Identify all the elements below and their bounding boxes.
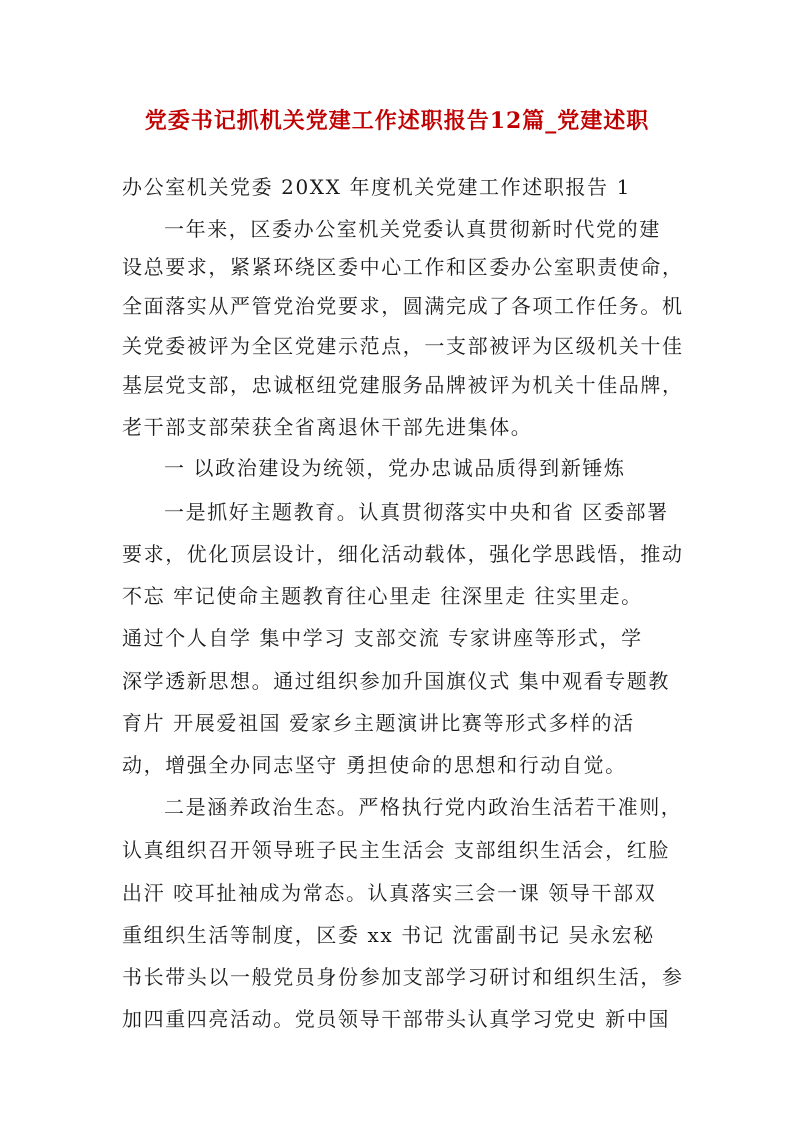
paragraph-line: 书长带头以一般党员身份参加支部学习研讨和组织生活，参 bbox=[122, 965, 684, 989]
paragraph-line: 重组织生活等制度，区委 xx 书记 沈雷副书记 吴永宏秘 bbox=[122, 923, 655, 947]
paragraph-line: 育片 开展爱祖国 爱家乡主题演讲比赛等形式多样的活 bbox=[122, 711, 635, 735]
paragraph-line: 要求，优化顶层设计，细化活动载体，强化学思践悟，推动 bbox=[122, 542, 684, 566]
paragraph-line: 设总要求，紧紧环绕区委中心工作和区委办公室职责使命， bbox=[122, 255, 684, 279]
paragraph-line: 深学透新思想。通过组织参加升国旗仪式 集中观看专题教 bbox=[122, 669, 670, 693]
document-title: 党委书记抓机关党建工作述职报告12篇_党建述职 bbox=[144, 108, 650, 134]
paragraph-line: 一是抓好主题教育。认真贯彻落实中央和省 区委部署 bbox=[164, 500, 669, 524]
paragraph-line: 老干部支部荣获全省离退休干部先进集体。 bbox=[122, 415, 533, 439]
paragraph-line: 动，增强全办同志坚守 勇担使命的思想和行动自觉。 bbox=[122, 753, 627, 777]
paragraph-line: 关党委被评为全区党建示范点，一支部被评为区级机关十佳 bbox=[122, 334, 684, 358]
paragraph-line: 加四重四亮活动。党员领导干部带头认真学习党史 新中国 bbox=[122, 1007, 670, 1031]
section-heading: 一 以政治建设为统领，党办忠诚品质得到新锤炼 bbox=[164, 456, 626, 480]
paragraph-line: 全面落实从严管党治党要求，圆满完成了各项工作任务。机 bbox=[122, 294, 684, 318]
paragraph-line: 办公室机关党委 20XX 年度机关党建工作述职报告 1 bbox=[122, 175, 631, 199]
paragraph-line: 通过个人自学 集中学习 支部交流 专家讲座等形式，学 bbox=[122, 626, 643, 650]
paragraph-line: 一年来，区委办公室机关党委认真贯彻新时代党的建 bbox=[164, 217, 661, 241]
paragraph-line: 不忘 牢记使命主题教育往心里走 往深里走 往实里走。 bbox=[122, 584, 643, 608]
paragraph-line: 基层党支部，忠诚枢纽党建服务品牌被评为机关十佳品牌， bbox=[122, 373, 684, 397]
paragraph-line: 认真组织召开领导班子民主生活会 支部组织生活会，红脸 bbox=[122, 838, 670, 862]
paragraph-line: 出汗 咬耳扯袖成为常态。认真落实三会一课 领导干部双 bbox=[122, 881, 657, 905]
paragraph-line: 二是涵养政治生态。严格执行党内政治生活若干准则， bbox=[164, 795, 683, 819]
